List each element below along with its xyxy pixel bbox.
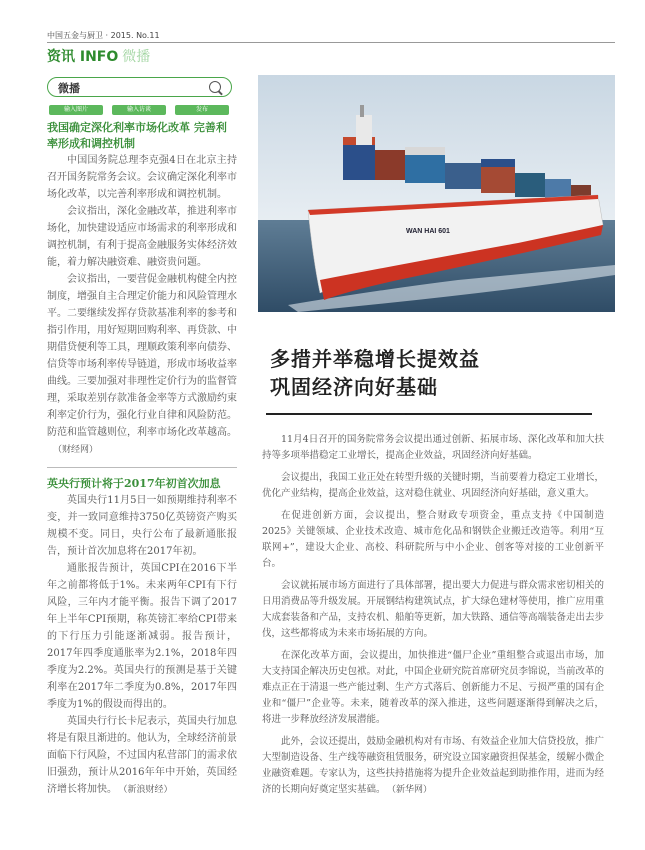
tab-input-interview[interactable]: 输入访谈	[112, 105, 166, 115]
search-box[interactable]	[47, 77, 232, 97]
container-ship-photo	[258, 75, 615, 312]
article-2-paragraph: 英国央行行长卡尼表示，英国央行加息将是有限且渐进的。他认为，全球经济前景面临下行风险，不过国内私营部门的需求依旧强劲，预计从2016年年中开始，英国经济增长将加快。 （新浪财经）	[47, 716, 237, 795]
tab-input-image[interactable]: 输入图片	[49, 105, 103, 115]
search-icon[interactable]	[209, 81, 221, 93]
main-headline: 多措并举稳增长提效益 巩固经济向好基础	[270, 347, 480, 399]
ship-name: WAN HAI 601	[406, 228, 450, 235]
headline-rule	[266, 413, 592, 415]
article-2-title[interactable]: 英央行预计将于2017年初首次加息	[47, 477, 221, 490]
header-rule	[47, 42, 615, 43]
main-paragraph: 此外，会议还提出，鼓励金融机构对有市场、有效益企业加大信贷投放，推广大型制造设备、生产线等融资租赁服务，研究设立国家融资担保基金，缓解小微企业融资难题。专家认为，这些扶持措施将为提升企业效益起到助推作用，进而为经济的长期向好奠定坚实基础。 （新华网）	[262, 736, 605, 795]
article-1-paragraph: 中国国务院总理李克强4日在北京主持召开国务院常务会议。会议确定深化利率市场化改革，以完善利率形成和调控机制。	[47, 155, 237, 200]
article-1-title[interactable]: 我国确定深化利率市场化改革 完善利率形成和调控机制	[47, 121, 227, 150]
main-article-body	[262, 432, 604, 804]
main-paragraph: 11月4日召开的国务院常务会议提出通过创新、拓展市场、深化改革和加大扶持等多项举措稳定工业增长，提高企业效益，巩固经济向好基础。	[262, 434, 604, 461]
article-2-paragraph: 英国央行11月5日一如预期维持利率不变，并一致同意维持3750亿英镑资产购买规模不变。同日，央行公布了最新通胀报告，预计首次加息将在2017年初。	[47, 495, 237, 557]
article-2-paragraph: 通胀报告预计，英国CPI在2016下半年之前都将低于1%。未来两年CPI有下行风险，三年内才能平衡。报告下调了2017年上半年CPI预期，称英镑汇率给CPI带来的下行压力引能逐渐减弱。报告预计，2017年四季度通胀率为2.1%，2018年四季度为2.2%。英国央行的预测是基于关键利率在2017年二季度为0.8%，2017年四季度为1%的假设而得出的。	[47, 563, 237, 710]
search-text: 微播	[58, 82, 80, 95]
main-paragraph: 会议提出，我国工业正处在转型升级的关键时期，当前要着力稳定工业增长，优化产业结构，提高企业效益，这对稳住就业、巩固经济向好基础，意义重大。	[262, 472, 605, 499]
main-paragraph: 在促进创新方面，会议提出，整合财政专项资金，重点支持《中国制造2025》关键领域、企业技术改造、城市危化品和钢铁企业搬迁改造等。利用“互联网+”，建设大企业、高校、科研院所与中小企业、创客等对接的工业创新平台。	[262, 510, 604, 569]
article-separator	[47, 467, 237, 468]
article-1-paragraph: 会议指出，一要营促金融机构健全内控制度，增强自主合理定价能力和风险管理水平。二要继续发挥存贷款基准利率的参考和指引作用，用好短期回购利率、再贷款、中期借贷便利等工具，理顺政策利率向债券、信贷等市场利率传导链道，形成市场收益率曲线。三要加强对非理性定价行为的监督管理，采取差别存款准备金率等方式激励约束利率定价行为，强化行业自律和风险防范。防范和监管越则位，利率市场化改革越高。（财经网）	[47, 274, 237, 455]
article-1-source: （财经网）	[53, 445, 99, 455]
main-paragraph: 在深化改革方面，会议提出，加快推进“僵尸企业”重组整合或退出市场，加大支持国企解决历史包袱。对此，中国企业研究院首席研究员李锦说，当前改革的难点正在于清退一些产能过剩、生产方式落后、创新能力不足、亏损严重的国有企业和“僵尸”企业等。未来，随着改革的深入推进，这些问题逐渐得到解决之后，将进一步释放经济发展潜能。	[262, 650, 605, 725]
left-column	[47, 120, 237, 799]
main-paragraph: 会议就拓展市场方面进行了具体部署，提出要大力促进与群众需求密切相关的日用消费品等升级发展。开展钢结构建筑试点，扩大绿色建材等使用，推广应用重大成套装备和产品，支持农机、船舶等更新，加大铁路、通信等高端装备走出去步伐，这些都将成为未来市场拓展的方向。	[262, 580, 605, 639]
section-subtitle: 微播	[122, 49, 151, 65]
publication-info: 中国五金与厨卫 · 2015. No.11	[47, 31, 160, 40]
tab-publish[interactable]: 发布	[175, 105, 229, 115]
main-source: （新华网）	[391, 785, 433, 795]
article-1-paragraph: 会议指出，深化金融改革，推进利率市场化，加快建设适应市场需求的利率形成和调控机制，有利于提高金融服务实体经济效能，着力解决融资难、融资贵问题。	[47, 206, 237, 268]
section-title: 资讯 INFO 微播	[47, 49, 151, 65]
article-2-source: （新浪财经）	[123, 785, 173, 795]
tab-bar	[47, 105, 235, 115]
